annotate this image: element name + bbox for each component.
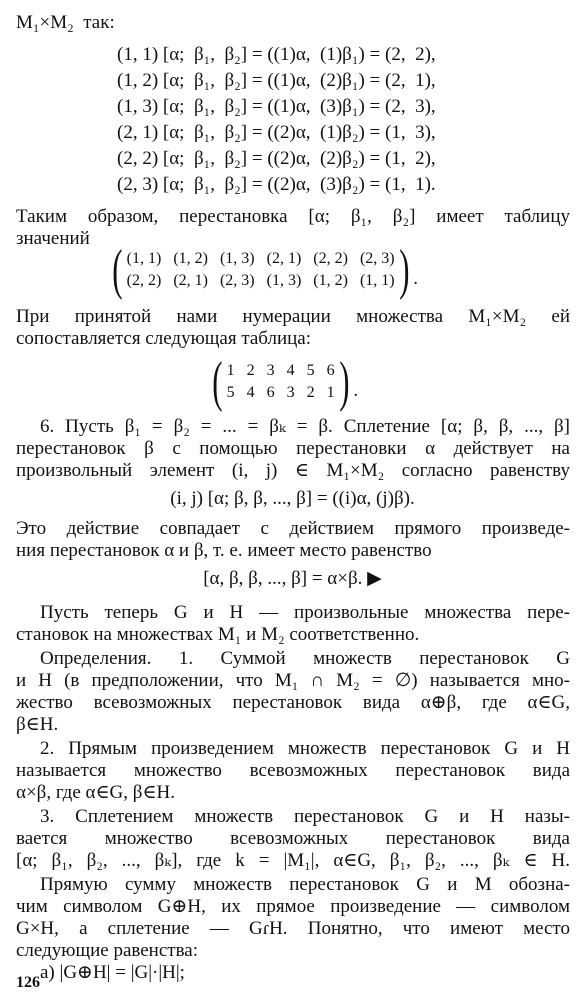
text-line: α×β, где α∈G, β∈H.: [16, 782, 175, 803]
right-paren-icon: ): [398, 239, 410, 301]
text-line: Пусть теперь G и H — произвольные множества пере-: [40, 602, 570, 623]
text-line: 2. Прямым произведением множеств перестановок G и H: [40, 738, 570, 759]
text-line: произвольный элемент (i, j) ∈ M₁×M₂ согласно равенству: [16, 460, 570, 481]
text-line: Прямую сумму множеств перестановок G и M обозна-: [40, 874, 570, 895]
text-line: M₁×M₂ так:: [16, 12, 115, 33]
matrix-row: (2, 2) (2, 1) (2, 3) (1, 3) (1, 2) (1, 1): [126, 272, 395, 289]
text-line: называется множество всевозможных перестановок вида: [16, 760, 570, 781]
left-paren-icon: (: [212, 351, 223, 413]
text-line: ния перестановок α и β, т. е. имеет место равенство: [16, 540, 432, 561]
text-line: [α; β₁, β₂, ..., βₖ], где k = |M₁|, α∈G, β₁, β₂, ..., βₖ ∈ H.: [16, 850, 570, 871]
text-line: и H (в предположении, что M₁ ∩ M₂ = ∅) называется мно-: [16, 670, 570, 691]
matrix-row: 1 2 3 4 5 6: [226, 362, 335, 379]
equation-line: (1, 1) [α; β₁, β₂] = ((1)α, (1)β₁) = (2, 2),: [117, 44, 436, 65]
text-line: следующие равенства:: [16, 940, 199, 961]
text-line: 3. Сплетением множеств перестановок G и H назы-: [40, 806, 570, 827]
definition-heading: Определения. 1. Суммой множеств перестановок G: [40, 648, 570, 669]
formula-line: [α, β, β, ..., β] = α×β. ▶: [203, 568, 382, 589]
text-line: вается множество всевозможных перестановок вида: [16, 828, 570, 849]
text-line: сопоставляется следующая таблица:: [16, 328, 312, 349]
text-line: перестановок β с помощью перестановки α действует на: [16, 438, 570, 459]
text-line: становок на множествах M₁ и M₂ соответственно.: [16, 624, 420, 645]
equation-line: (2, 1) [α; β₁, β₂] = ((2)α, (1)β₂) = (1, 3),: [117, 122, 436, 143]
text-line: Это действие совпадает с действием прямого произведе-: [16, 518, 570, 539]
equation-line: (1, 2) [α; β₁, β₂] = ((1)α, (2)β₁) = (2, 1),: [117, 70, 436, 91]
matrix-row: (1, 1) (1, 2) (1, 3) (2, 1) (2, 2) (2, 3): [126, 250, 395, 267]
page-number: 126: [16, 974, 40, 991]
text-line: 6. Пусть β₁ = β₂ = ... = βₖ = β. Сплетение [α; β, β, ..., β]: [40, 416, 570, 437]
left-paren-icon: (: [112, 239, 123, 301]
right-paren-icon: ): [338, 351, 350, 413]
formula-line: (i, j) [α; β, β, ..., β] = ((i)α, (j)β).: [170, 488, 415, 509]
text-line: β∈H.: [16, 714, 59, 735]
text-line: значений: [16, 228, 90, 249]
matrix-row: 5 4 6 3 2 1: [226, 384, 335, 401]
permutation-table-matrix: ( (1, 1) (1, 2) (1, 3) (2, 1) (2, 2) (2, 3) (2, 2) (2, 1) (2, 3) (1, 3) (1, 2) (1, 1) ) .: [112, 239, 418, 301]
equation-line: (2, 2) [α; β₁, β₂] = ((2)α, (2)β₂) = (1, 2),: [117, 148, 436, 169]
numbering-table-matrix: ( 1 2 3 4 5 6 5 4 6 3 2 1 ) .: [212, 351, 359, 413]
text-line: Таким образом, перестановка [α; β₁, β₂] имеет таблицу: [16, 206, 570, 227]
text-line: чим символом G⊕H, их прямое произведение — символом: [16, 896, 570, 917]
text-line: При принятой нами нумерации множества M₁×M₂ ей: [16, 306, 570, 327]
text-line: а) |G⊕H| = |G|·|H|;: [40, 962, 185, 983]
text-line: G×H, а сплетение — GɾH. Понятно, что имеют место: [16, 918, 570, 939]
equation-line: (2, 3) [α; β₁, β₂] = ((2)α, (3)β₂) = (1, 1).: [117, 174, 436, 195]
text-line: жество всевозможных перестановок вида α⊕β, где α∈G,: [16, 692, 570, 713]
equation-line: (1, 3) [α; β₁, β₂] = ((1)α, (3)β₁) = (2, 3),: [117, 96, 436, 117]
